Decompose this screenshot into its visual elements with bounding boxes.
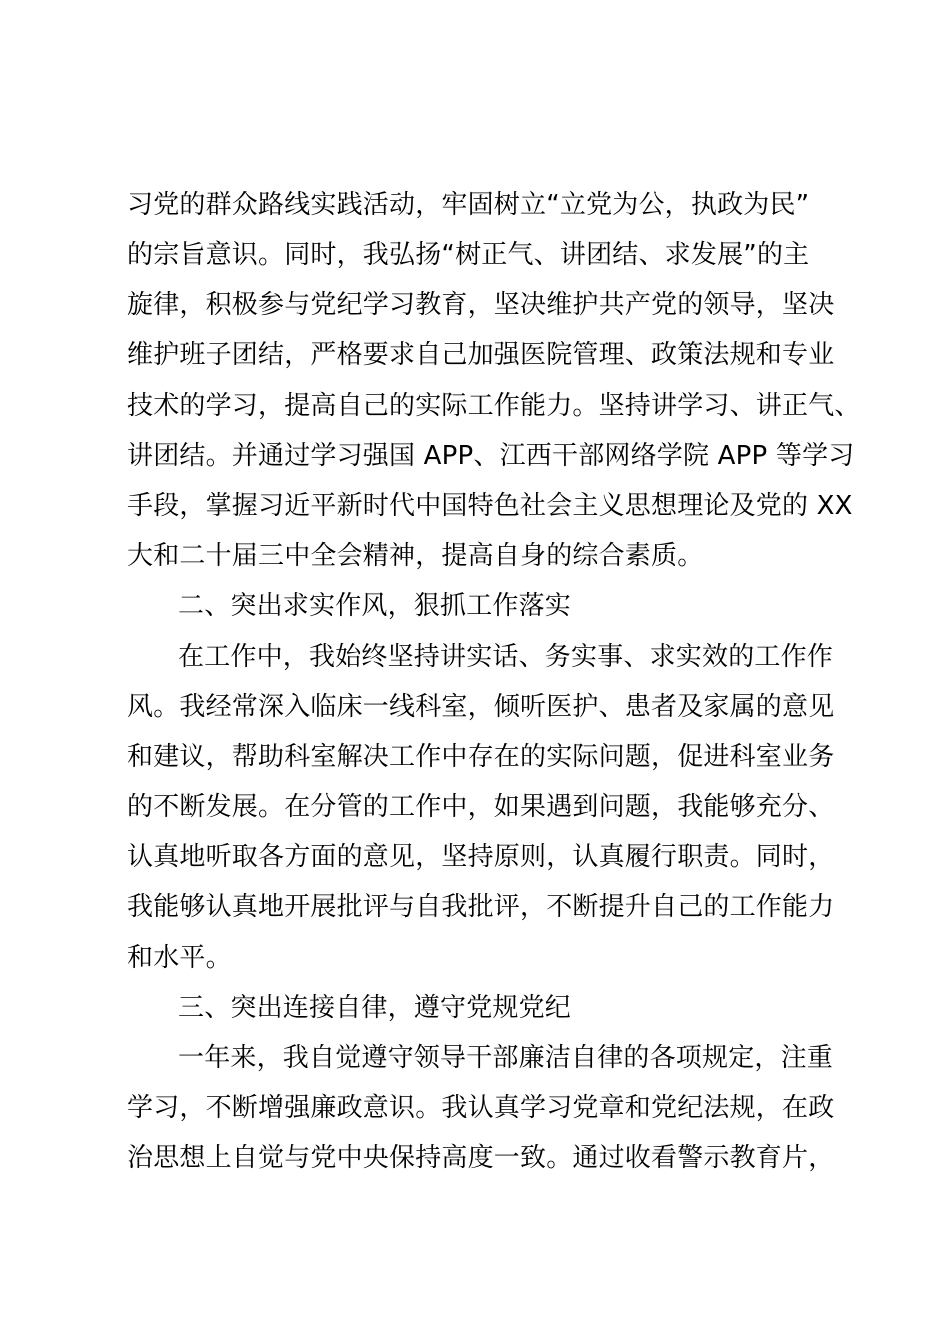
section-heading: 二、突出求实作风，狠抓工作落实 — [178, 591, 572, 621]
body-text-line: 手段，掌握习近平新时代中国特色社会主义思想理论及党的 XX — [127, 491, 853, 521]
body-text-line: 治思想上自觉与党中央保持高度一致。通过收看警示教育片， — [127, 1143, 835, 1173]
body-text-line: 和建议，帮助科室解决工作中存在的实际问题，促进科室业务 — [127, 742, 835, 772]
body-text-line: 维护班子团结，严格要求自己加强医院管理、政策法规和专业 — [127, 340, 835, 370]
body-text-line: 和水平。 — [127, 943, 232, 973]
body-text-line: 的宗旨意识。同时，我弘扬“树正气、讲团结、求发展”的主 — [127, 240, 810, 270]
body-text-line: 大和二十届三中全会精神，提高自身的综合素质。 — [127, 541, 704, 571]
body-text-line: 技术的学习，提高自己的实际工作能力。坚持讲学习、讲正气、 — [127, 391, 861, 421]
body-text-line: 风。我经常深入临床一线科室，倾听医护、患者及家属的意见 — [127, 692, 835, 722]
body-text-line: 我能够认真地开展批评与自我批评，不断提升自己的工作能力 — [127, 892, 835, 922]
section-heading: 三、突出连接自律，遵守党规党纪 — [178, 993, 572, 1023]
body-text-line: 讲团结。并通过学习强国 APP、江西干部网络学院 APP 等学习 — [127, 441, 855, 471]
body-text-line: 认真地听取各方面的意见，坚持原则，认真履行职责。同时， — [127, 842, 835, 872]
body-text-line: 的不断发展。在分管的工作中，如果遇到问题，我能够充分、 — [127, 792, 835, 822]
body-text-line: 习党的群众路线实践活动，牢固树立“立党为公，执政为民” — [127, 190, 810, 220]
body-text-line: 旋律，积极参与党纪学习教育，坚决维护共产党的领导，坚决 — [127, 290, 835, 320]
body-text-line: 在工作中，我始终坚持讲实话、务实事、求实效的工作作 — [178, 642, 834, 672]
body-text-line: 学习，不断增强廉政意识。我认真学习党章和党纪法规，在政 — [127, 1093, 835, 1123]
body-text-line: 一年来，我自觉遵守领导干部廉洁自律的各项规定，注重 — [178, 1043, 834, 1073]
